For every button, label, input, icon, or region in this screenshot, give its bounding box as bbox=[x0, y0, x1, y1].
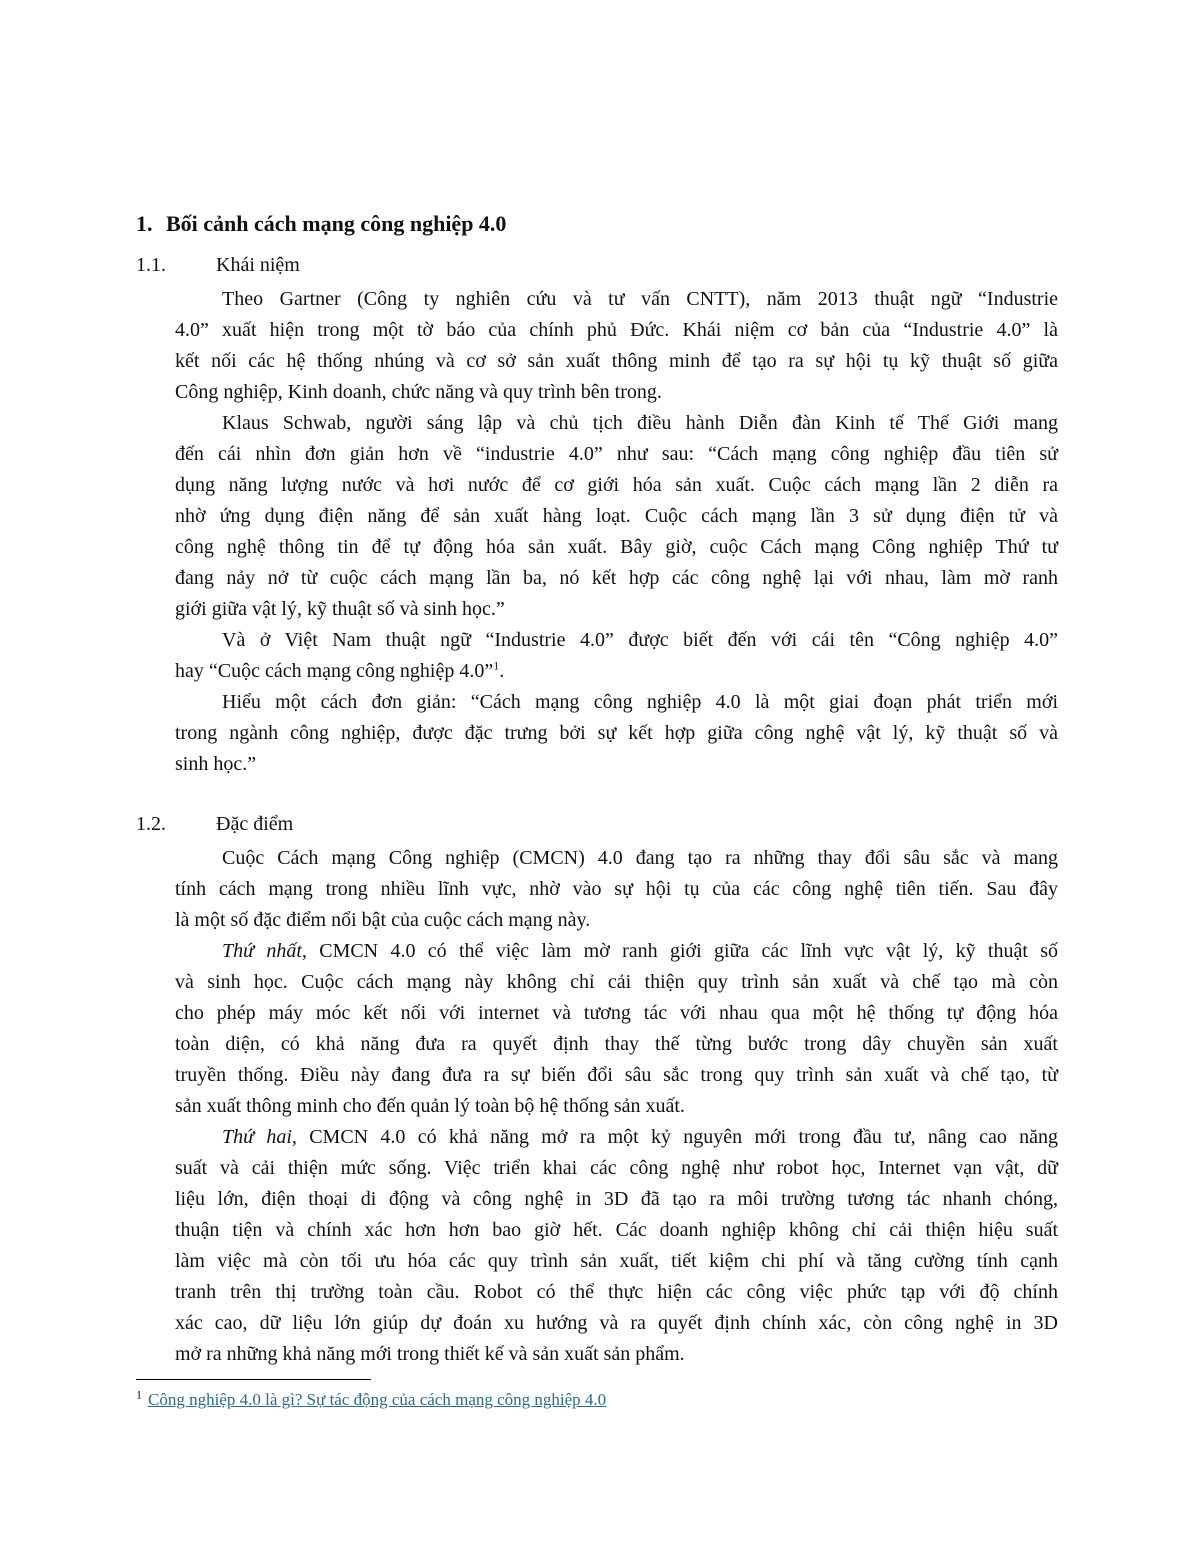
line-text: đang nảy nở từ cuộc cách mạng lần ba, nó kết hợp các công nghệ lại với nhau, làm mờ ranh bbox=[175, 567, 1058, 589]
footnote bbox=[136, 1387, 607, 1410]
line-text: làm việc mà còn tối ưu hóa các quy trình sản xuất, tiết kiệm chi phí và tăng cường tính cạnh bbox=[175, 1250, 1058, 1272]
line-text: truyền thống. Điều này đang đưa ra sự biến đổi sâu sắc trong quy trình sản xuất và chế tạo, từ bbox=[175, 1064, 1058, 1086]
line-text: . bbox=[499, 660, 505, 682]
paragraph-line bbox=[175, 1308, 1058, 1339]
paragraph-line bbox=[175, 594, 1058, 625]
paragraph-line bbox=[175, 346, 1058, 377]
line-text: hay “Cuộc cách mạng công nghiệp 4.0” bbox=[175, 660, 494, 682]
line-text: Klaus Schwab, người sáng lập và chủ tịch điều hành Diễn đàn Kinh tế Thế Giới mang bbox=[222, 412, 1058, 434]
line-text: đến cái nhìn đơn giản hơn về “industrie 4.0” như sau: “Cách mạng công nghiệp đầu tiên sử bbox=[175, 443, 1058, 465]
line-text: là một số đặc điểm nổi bật của cuộc cách mạng này. bbox=[175, 909, 591, 931]
heading-title: Bối cảnh cách mạng công nghiệp 4.0 bbox=[166, 211, 507, 236]
paragraph-line bbox=[175, 718, 1058, 749]
line-text: Công nghiệp, Kinh doanh, chức năng và quy trình bên trong. bbox=[175, 381, 662, 403]
paragraph-line bbox=[175, 1339, 1058, 1370]
paragraph-line bbox=[175, 625, 1058, 656]
line-text: Hiểu một cách đơn giản: “Cách mạng công nghiệp 4.0 là một giai đoạn phát triển mới bbox=[222, 691, 1058, 713]
paragraph-line bbox=[175, 1277, 1058, 1308]
paragraph-line bbox=[175, 749, 1058, 780]
paragraph-line bbox=[175, 532, 1058, 563]
line-text: CMCN 4.0 có thể việc làm mờ ranh giới giữa các lĩnh vực vật lý, kỹ thuật số bbox=[306, 940, 1058, 962]
footnote-link[interactable]: Công nghiệp 4.0 là gì? Sự tác động của cách mạng công nghiệp 4.0 bbox=[148, 1390, 607, 1409]
line-text: Theo Gartner (Công ty nghiên cứu và tư vấn CNTT), năm 2013 thuật ngữ “Industrie bbox=[222, 288, 1058, 310]
line-text: Cuộc Cách mạng Công nghiệp (CMCN) 4.0 đang tạo ra những thay đổi sâu sắc và mang bbox=[222, 847, 1058, 869]
line-text: trong ngành công nghiệp, được đặc trưng bởi sự kết hợp giữa công nghệ vật lý, kỹ thuật số và bbox=[175, 722, 1058, 744]
paragraph-line bbox=[175, 501, 1058, 532]
paragraph-line bbox=[175, 936, 1058, 967]
paragraph-line bbox=[175, 1091, 1058, 1122]
paragraph-line bbox=[175, 843, 1058, 874]
paragraph-line bbox=[175, 1184, 1058, 1215]
footnote-separator bbox=[136, 1379, 371, 1380]
line-text: thuận tiện và chính xác hơn hơn bao giờ hết. Các doanh nghiệp không chỉ cải thiện hiệu suất bbox=[175, 1219, 1058, 1241]
paragraph-line bbox=[175, 1122, 1058, 1153]
line-text: suất và cải thiện mức sống. Việc triển khai các công nghệ như robot học, Internet vạn vật, dữ bbox=[175, 1157, 1058, 1179]
line-text: liệu lớn, điện thoại di động và công nghệ in 3D đã tạo ra môi trường tương tác nhanh chóng, bbox=[175, 1188, 1058, 1210]
line-text: sinh học.” bbox=[175, 753, 257, 775]
paragraph-lead: Thứ hai, bbox=[222, 1126, 297, 1148]
footnote-reference[interactable]: 1 bbox=[493, 658, 500, 673]
line-text: Và ở Việt Nam thuật ngữ “Industrie 4.0” được biết đến với cái tên “Công nghiệp 4.0” bbox=[222, 629, 1058, 651]
paragraph-line bbox=[175, 470, 1058, 501]
line-text: sản xuất thông minh cho đến quản lý toàn bộ hệ thống sản xuất. bbox=[175, 1095, 685, 1117]
footnote-number: 1 bbox=[136, 1387, 142, 1402]
paragraph-line bbox=[175, 998, 1058, 1029]
line-text: mở ra những khả năng mới trong thiết kế và sản xuất sản phẩm. bbox=[175, 1343, 685, 1365]
line-text: nhờ ứng dụng điện năng để sản xuất hàng loạt. Cuộc cách mạng lần 3 sử dụng điện tử và bbox=[175, 505, 1058, 527]
paragraph-line bbox=[175, 905, 1058, 936]
paragraph-line bbox=[175, 563, 1058, 594]
line-text: dụng năng lượng nước và hơi nước để cơ giới hóa sản xuất. Cuộc cách mạng lần 2 diễn ra bbox=[175, 474, 1058, 496]
subsection-number: 1.2. bbox=[136, 813, 166, 835]
paragraph-lead: Thứ nhất, bbox=[222, 940, 307, 962]
heading-number: 1. bbox=[136, 211, 153, 236]
line-text: giới giữa vật lý, kỹ thuật số và sinh học.” bbox=[175, 598, 505, 620]
paragraph-line bbox=[175, 656, 1058, 687]
section-heading bbox=[136, 211, 506, 237]
subsection-title: Đặc điểm bbox=[216, 813, 294, 835]
subsection-body-1-2 bbox=[175, 843, 1058, 1370]
line-text: xác cao, dữ liệu lớn giúp dự đoán xu hướng và ra quyết định chính xác, còn công nghệ in 3D bbox=[175, 1312, 1058, 1334]
paragraph-line bbox=[175, 1246, 1058, 1277]
paragraph-line bbox=[175, 439, 1058, 470]
paragraph-line bbox=[175, 874, 1058, 905]
line-text: kết nối các hệ thống nhúng và cơ sở sản xuất thông minh để tạo ra sự hội tụ kỹ thuật số giữa bbox=[175, 350, 1058, 372]
subsection-title: Khái niệm bbox=[216, 254, 300, 276]
paragraph-line bbox=[175, 284, 1058, 315]
line-text: công nghệ thông tin để tự động hóa sản xuất. Bây giờ, cuộc Cách mạng Công nghiệp Thứ tư bbox=[175, 536, 1058, 558]
paragraph-line bbox=[175, 1060, 1058, 1091]
paragraph-line bbox=[175, 377, 1058, 408]
subsection-heading-1-1 bbox=[136, 254, 300, 277]
subsection-body-1-1 bbox=[175, 284, 1058, 780]
line-text: 4.0” xuất hiện trong một tờ báo của chính phủ Đức. Khái niệm cơ bản của “Industrie 4.0” là bbox=[175, 319, 1058, 341]
line-text: toàn diện, có khả năng đưa ra quyết định thay thế từng bước trong dây chuyền sản xuất bbox=[175, 1033, 1058, 1055]
line-text: CMCN 4.0 có khả năng mở ra một kỷ nguyên mới trong đầu tư, nâng cao năng bbox=[296, 1126, 1059, 1148]
paragraph-line bbox=[175, 315, 1058, 346]
paragraph-line bbox=[175, 967, 1058, 998]
subsection-number: 1.1. bbox=[136, 254, 166, 276]
line-text: cho phép máy móc kết nối với internet và tương tác với nhau qua một hệ thống tự động hóa bbox=[175, 1002, 1058, 1024]
paragraph-line bbox=[175, 1153, 1058, 1184]
paragraph-line bbox=[175, 1215, 1058, 1246]
line-text: tính cách mạng trong nhiều lĩnh vực, nhờ vào sự hội tụ của các công nghệ tiên tiến. Sau đây bbox=[175, 878, 1058, 900]
subsection-heading-1-2 bbox=[136, 813, 293, 836]
line-text: tranh trên thị trường toàn cầu. Robot có thể thực hiện các công việc phức tạp với độ chính bbox=[175, 1281, 1058, 1303]
line-text: và sinh học. Cuộc cách mạng này không chỉ cải thiện quy trình sản xuất và chế tạo mà còn bbox=[175, 971, 1058, 993]
paragraph-line bbox=[175, 687, 1058, 718]
paragraph-line bbox=[175, 408, 1058, 439]
paragraph-line bbox=[175, 1029, 1058, 1060]
